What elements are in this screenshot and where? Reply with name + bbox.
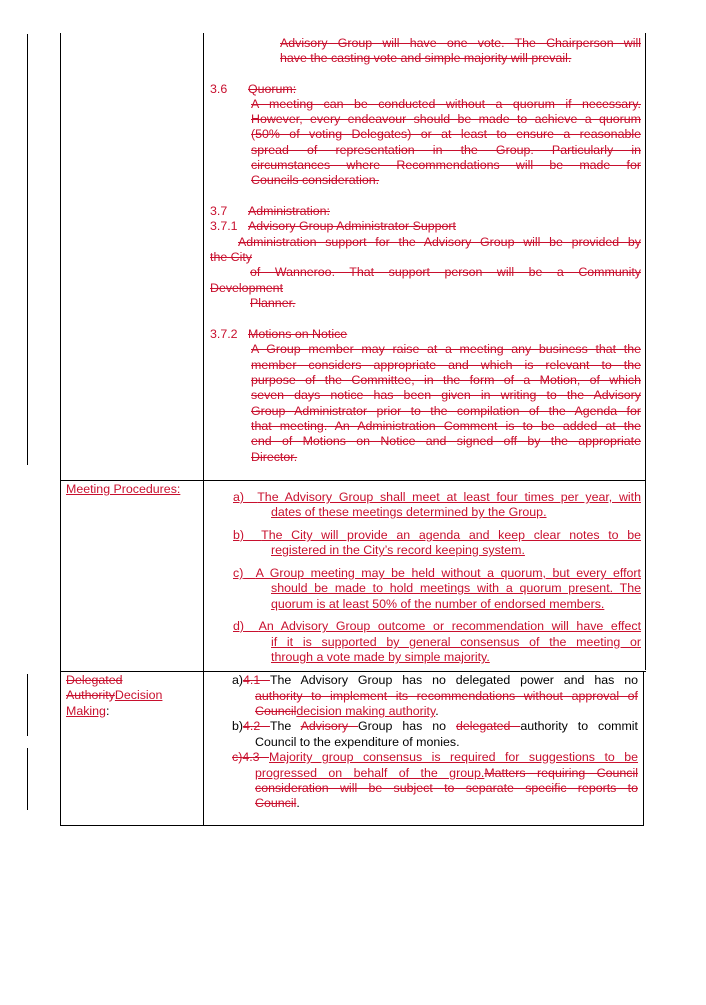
decision-making-label [66, 673, 200, 719]
text-line: seven days notice has been given in writing to the Advisory [251, 388, 641, 402]
text-line: through a vote made by simple majority. [271, 650, 490, 664]
list-marker: d) [233, 619, 245, 633]
label-deleted: Authority [66, 688, 115, 703]
text-line: circumstances where Recommendations will be made for [251, 158, 641, 172]
text-line: that meeting. An Administration Comment is to be added at the [251, 419, 641, 433]
table-border-right [643, 672, 644, 826]
subsection-number: 3.7.2 [210, 327, 238, 341]
text-line: consideration will be subject to separate specific reports to [255, 781, 638, 795]
deleted-number: 4.2 [243, 719, 270, 733]
text-line: b) The City will provide an agenda and keep clear notes to be [233, 528, 641, 542]
table-border-left [60, 33, 61, 826]
label-deleted: Delegated [66, 673, 123, 687]
label-inserted: Making [66, 703, 106, 718]
text-line: Councildecision making authority. [255, 704, 439, 718]
text-line: c) A Group meeting may be held without a quorum, but every effort [233, 566, 642, 580]
text-line: b)4.2 The Advisory Group has no delegated authority to commit [232, 719, 638, 733]
text-line: A Group member may raise at a meeting any business that the [251, 342, 641, 356]
text-line: Council. [255, 796, 300, 810]
text-line: if it is supported by general consensus of the meeting or [271, 635, 641, 649]
text-line: quorum is at least 50% of the number of endorsed members. [271, 597, 605, 611]
deleted-number: 4.1 [243, 673, 270, 687]
inserted-text: decision making authority [296, 704, 436, 718]
inserted-text: Majority group consensus is required for suggestions to be [269, 750, 639, 764]
section-title: Administration: [248, 204, 330, 218]
text-line: a)4.1 The Advisory Group has no delegated power and has no [232, 673, 638, 687]
list-marker: b) [233, 528, 245, 542]
text-line: Director. [251, 450, 298, 464]
text-line: Group Administrator prior to the compilation of the Agenda for [251, 404, 641, 418]
change-bar [27, 674, 28, 736]
text-line: d) An Advisory Group outcome or recommendation will have effect [233, 619, 642, 633]
deleted-marker: c) [232, 750, 243, 764]
text-line: the City [210, 250, 253, 264]
deleted-text: Council [255, 704, 297, 718]
section-title: Quorum: [248, 82, 297, 96]
text-line: of Wanneroo. That support person will be a Community [250, 265, 641, 279]
text-line: However, every endeavour should be made to achieve a quorum [251, 112, 641, 126]
text-line: Administration support for the Advisory Group will be provided by [238, 235, 641, 249]
text-line: member considers appropriate and which is relevant to the [251, 358, 641, 372]
text-line: end of Motions on Notice and signed off by the appropriate [251, 434, 641, 448]
deleted-text: Council [255, 796, 297, 810]
meeting-procedures-label: Meeting Procedures: [66, 482, 181, 496]
text-line: have the casting vote and simple majority will prevail. [280, 51, 572, 65]
subsection-number: 3.7.1 [210, 219, 238, 233]
label-inserted: Decision [114, 688, 163, 703]
subsection-heading [210, 327, 510, 342]
list-marker: a) [233, 490, 245, 504]
deleted-number: 4.3 [242, 750, 270, 764]
deleted-text: delegated [455, 719, 521, 733]
table-border-bottom [60, 825, 644, 826]
table-column-divider [203, 33, 204, 826]
deleted-text: Advisory [300, 719, 358, 733]
text-line [255, 766, 638, 781]
text-line: Development [210, 281, 284, 295]
text-line: A meeting can be conducted without a quorum if necessary. [251, 97, 641, 111]
subsection-heading [210, 219, 510, 234]
section-number: 3.6 [210, 82, 228, 96]
text-line: Advisory Group will have one vote. The Chairperson will [280, 36, 641, 50]
row-divider [60, 480, 646, 481]
text-line: a) The Advisory Group shall meet at least four times per year, with [233, 490, 641, 504]
change-bar [27, 748, 28, 810]
list-marker: a) [232, 673, 244, 687]
change-bar [27, 34, 28, 465]
section-number: 3.7 [210, 204, 228, 218]
text-line: Council to the expenditure of monies. [255, 735, 460, 749]
label-colon: : [105, 703, 110, 718]
deleted-text: Matters requiring Council [484, 766, 638, 780]
text-line: registered in the City’s record keeping system. [271, 543, 525, 557]
text-line: should be made to hold meetings with a quorum present. The [271, 581, 641, 595]
row-divider [60, 671, 646, 672]
subsection-title: Motions on Notice [248, 327, 348, 341]
list-marker: c) [233, 566, 244, 580]
section-heading [210, 82, 510, 97]
list-marker: b) [232, 719, 244, 733]
text-line: (50% of voting Delegates) or at least to ensure a reasonable [251, 127, 641, 141]
text-line: Councils consideration. [251, 173, 380, 187]
text-line [232, 750, 638, 765]
text-line: spread of representation in the Group. Particularly in [251, 143, 641, 157]
text-line: purpose of the Committee, in the form of a Motion, of which [251, 373, 641, 387]
text-line: Planner. [250, 296, 296, 310]
text-line: authority to implement its recommendations without approval of [255, 689, 638, 703]
table-border-right [645, 33, 646, 670]
subsection-title: Advisory Group Administrator Support [248, 219, 456, 233]
text-line: dates of these meetings determined by the Group. [271, 505, 547, 519]
section-heading [210, 204, 510, 219]
inserted-text: progressed on behalf of the group. [255, 766, 485, 780]
